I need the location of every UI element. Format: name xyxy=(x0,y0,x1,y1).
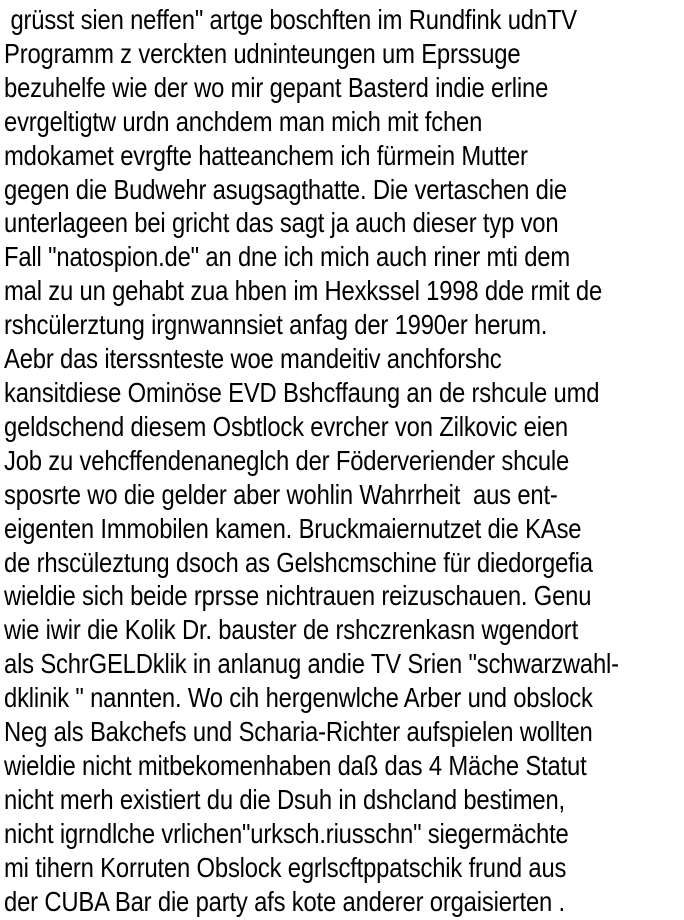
text-line: rshcülerztung irgnwannsiet anfag der 1990er herum. xyxy=(4,309,548,341)
text-line: bezuhelfe wie der wo mir gepant Basterd indie erline xyxy=(4,71,549,103)
text-line: nicht merh existiert du die Dsuh in dshcland bestimen, xyxy=(4,783,565,815)
text-line: unterlageen bei gricht das sagt ja auch dieser typ von xyxy=(4,207,559,239)
text-line: Job zu vehcffendenaneglch der Föderveriender shcule xyxy=(4,444,570,476)
text-line: wieldie nicht mitbekomenhaben daß das 4 Mäche Statut xyxy=(4,749,587,781)
text-line: der CUBA Bar die party afs kote anderer orgaisierten . xyxy=(4,885,565,917)
text-line: gegen die Budwehr asugsagthatte. Die vertaschen die xyxy=(4,173,567,205)
text-line: mi tihern Korruten Obslock egrlscftppatschik frund aus xyxy=(4,851,567,883)
text-line: als SchrGELDklik in anlanug andie TV Srien "schwarzwahl- xyxy=(4,648,619,680)
text-line: sposrte wo die gelder aber wohlin Wahrrheit aus ent- xyxy=(4,478,558,510)
text-line: wie iwir die Kolik Dr. bauster de rshczrenkasn wgendort xyxy=(4,614,579,646)
text-line: evrgeltigtw urdn anchdem man mich mit fchen xyxy=(4,105,483,137)
text-line: nicht igrndlche vrlichen"urksch.riusschn" siegermächte xyxy=(4,817,569,849)
text-line: dklinik " nannten. Wo cih hergenwlche Arber und obslock xyxy=(4,682,593,714)
text-line: mdokamet evrgfte hatteanchem ich fürmein Mutter xyxy=(4,139,528,171)
text-line: wieldie sich beide rprsse nichtrauen reizuschauen. Genu xyxy=(4,580,592,612)
text-line: Fall "natospion.de" an dne ich mich auch riner mti dem xyxy=(4,241,570,273)
text-line: geldschend diesem Osbtlock evrcher von Zilkovic eien xyxy=(4,410,568,442)
text-line: de rhscüleztung dsoch as Gelshcmschine für diedorgefia xyxy=(4,546,593,578)
text-line: eigenten Immobilen kamen. Bruckmaiernutzet die KAse xyxy=(4,512,582,544)
text-line: Programm z verckten udninteungen um Eprssuge xyxy=(4,37,521,69)
text-line: kansitdiese Ominöse EVD Bshcffaung an de rshcule umd xyxy=(4,376,600,408)
text-line: grüsst sien neffen" artge boschften im Rundfink udnTV xyxy=(4,4,578,35)
text-line: Neg als Bakchefs und Scharia-Richter aufspielen wollten xyxy=(4,716,593,748)
text-line: mal zu un gehabt zua hben im Hexkssel 1998 dde rmit de xyxy=(4,275,603,307)
text-line: Aebr das iterssnteste woe mandeitiv anchforshc xyxy=(4,343,502,375)
text-block xyxy=(4,3,684,918)
